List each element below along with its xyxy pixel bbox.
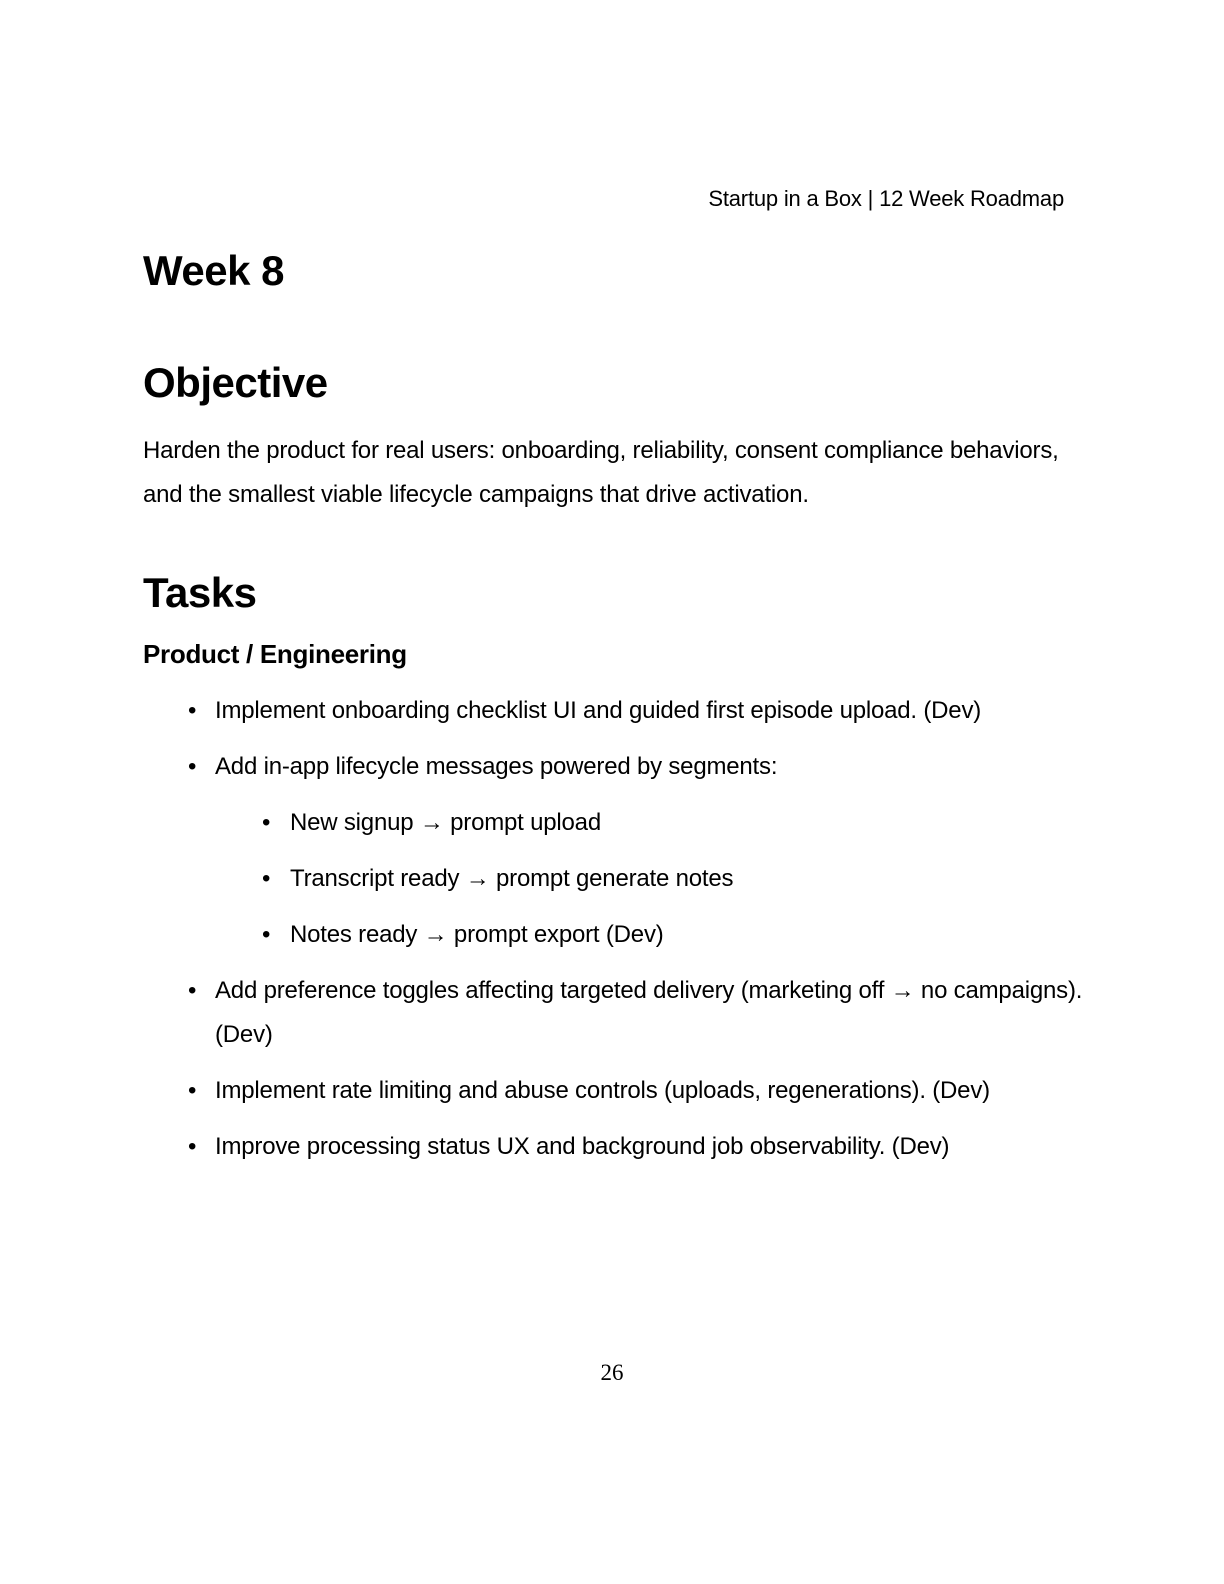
bullet-icon: •	[188, 1132, 197, 1160]
task-row	[143, 689, 1103, 733]
task-text: Implement onboarding checklist UI and guided first episode upload. (Dev)	[215, 696, 982, 724]
task-subitem	[143, 857, 1103, 901]
task-text: New signup → prompt upload	[290, 808, 601, 836]
running-header-text: Startup in a Box | 12 Week Roadmap	[708, 186, 1064, 211]
task-row	[143, 801, 1103, 845]
objective-paragraph: Harden the product for real users: onboarding, reliability, consent compliance behaviors, and the smallest viable lifecycle campaigns that drive activation.	[143, 437, 1059, 509]
task-row	[143, 1125, 1103, 1169]
bullet-icon: •	[188, 1076, 197, 1104]
bullet-icon: •	[262, 920, 271, 948]
bullet-icon: •	[188, 976, 197, 1004]
task-row	[143, 913, 1103, 957]
task-item	[143, 745, 1103, 957]
task-row	[143, 1069, 1103, 1113]
tasks-heading: Tasks	[143, 569, 257, 617]
objective-heading: Objective	[143, 358, 328, 406]
bullet-icon: •	[262, 808, 271, 836]
task-text: Add preference toggles affecting targeted delivery (marketing off → no campaigns). (Dev)	[215, 976, 1083, 1048]
running-header	[143, 185, 1103, 213]
task-text: Improve processing status UX and background job observability. (Dev)	[215, 1132, 950, 1160]
task-row	[143, 969, 1103, 1057]
task-text: Add in-app lifecycle messages powered by segments:	[215, 752, 778, 780]
task-text: Notes ready → prompt export (Dev)	[290, 920, 664, 948]
tasks-subheading: Product / Engineering	[143, 639, 407, 670]
week-heading: Week 8	[143, 246, 284, 294]
page-footer	[0, 1360, 1224, 1386]
task-text: Implement rate limiting and abuse controls (uploads, regenerations). (Dev)	[215, 1076, 990, 1104]
task-subitem	[143, 801, 1103, 845]
task-row	[143, 745, 1103, 789]
task-item	[143, 1125, 1103, 1169]
task-item	[143, 689, 1103, 733]
task-sublist	[143, 801, 1103, 957]
task-row	[143, 857, 1103, 901]
bullet-icon: •	[188, 696, 197, 724]
bullet-icon: •	[188, 752, 197, 780]
task-list	[143, 689, 1103, 1169]
task-item	[143, 1069, 1103, 1113]
bullet-icon: •	[262, 864, 271, 892]
task-text: Transcript ready → prompt generate notes	[290, 864, 734, 892]
task-item	[143, 969, 1103, 1057]
page-number: 26	[600, 1360, 624, 1385]
task-subitem	[143, 913, 1103, 957]
